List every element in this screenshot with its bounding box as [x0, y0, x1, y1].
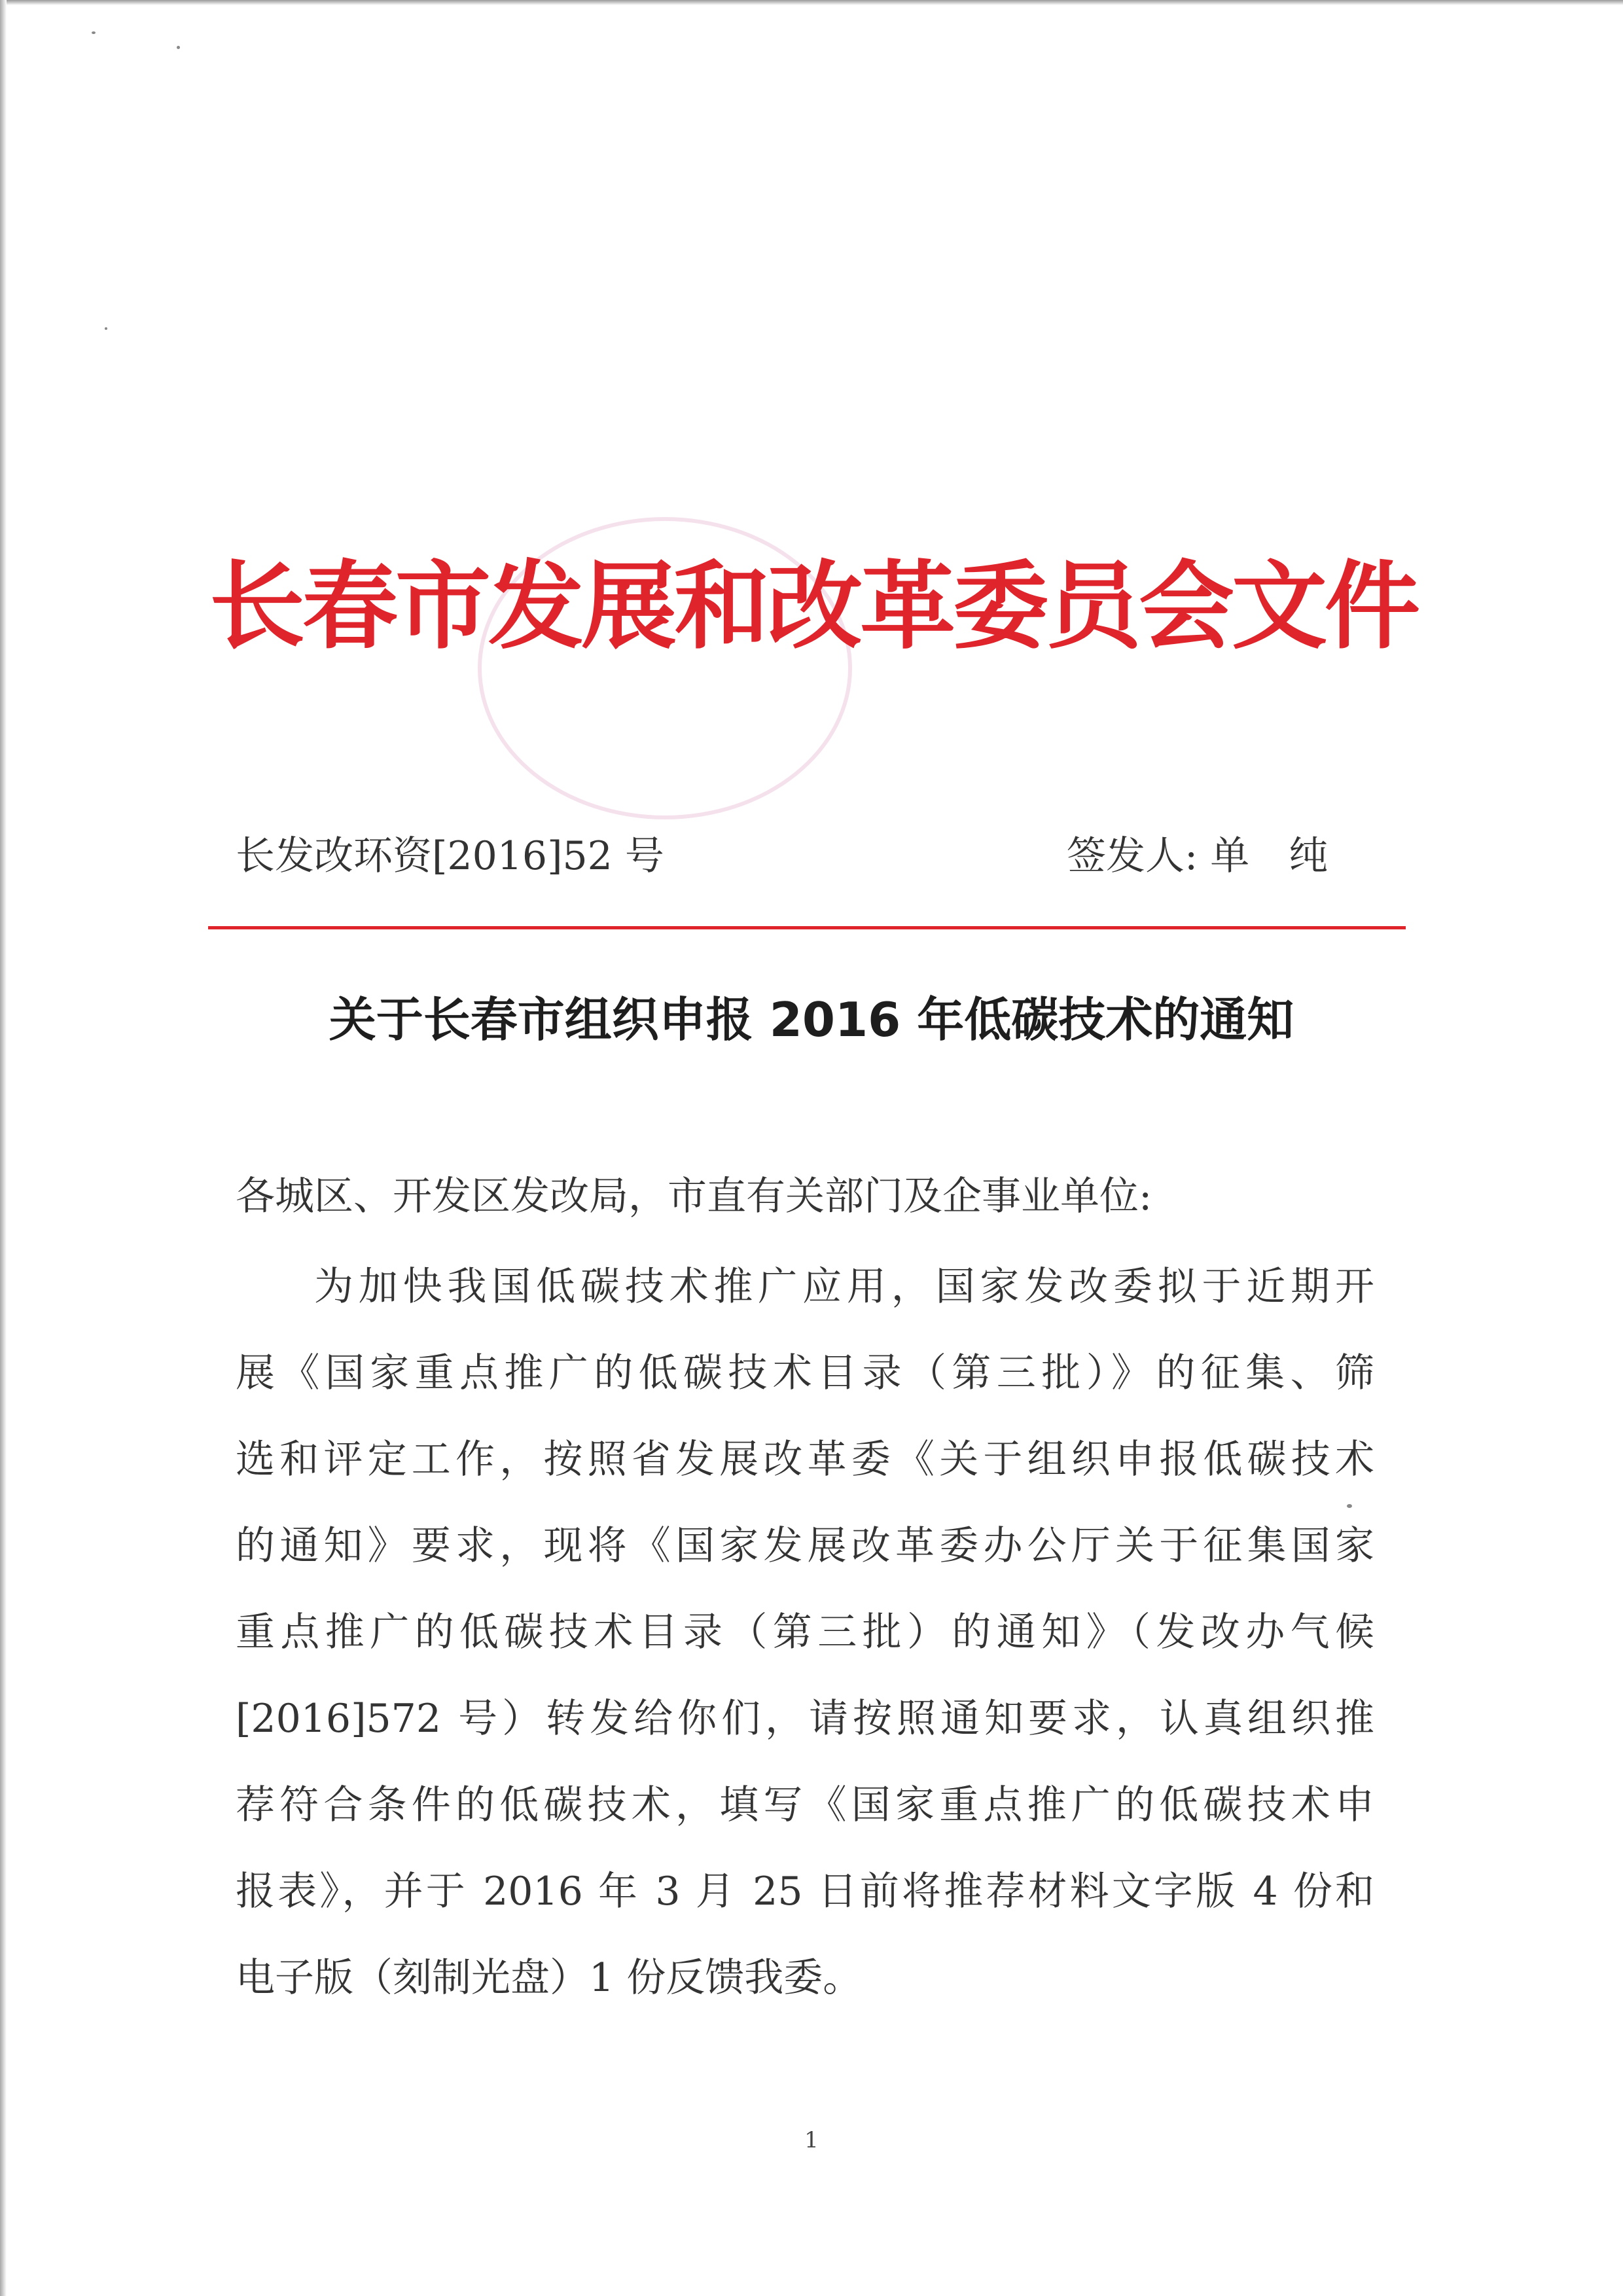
body-line: 荐符合条件的低碳技术，填写《国家重点推广的低碳技术申	[236, 1782, 1374, 1828]
signer-name: 单纯	[1210, 833, 1368, 879]
notice-title: 关于长春市组织申报 2016 年低碳技术的通知	[329, 992, 1294, 1047]
scan-speck	[177, 46, 180, 49]
body-line: 选和评定工作，按照省发展改革委《关于组织申报低碳技术	[236, 1437, 1374, 1482]
scan-top-edge	[0, 0, 1623, 5]
page-number: 1	[804, 2127, 819, 2153]
signer-label: 签发人:	[1067, 833, 1198, 879]
notice-body	[236, 1244, 1374, 2021]
signer-line	[1067, 825, 1367, 881]
scan-speck	[105, 327, 107, 330]
agency-header-title: 长春市发展和改革委员会文件	[209, 551, 1418, 662]
salutation: 各城区、开发区发改局，市直有关部门及企事业单位:	[236, 1174, 1152, 1219]
body-line: 重点推广的低碳技术目录（第三批）的通知》（发改办气候	[236, 1609, 1374, 1655]
red-separator-line	[208, 926, 1406, 929]
scan-left-edge	[0, 0, 7, 2296]
body-line: 为加快我国低碳技术推广应用，国家发改委拟于近期开	[314, 1264, 1374, 1310]
body-line: 报表》，并于 2016 年 3 月 25 日前将推荐材料文字版 4 份和	[236, 1869, 1374, 1914]
scan-speck	[1347, 1504, 1352, 1508]
body-line: [2016]572 号）转发给你们，请按照通知要求，认真组织推	[236, 1696, 1374, 1742]
body-line: 电子版（刻制光盘）1 份反馈我委。	[236, 1955, 863, 2001]
body-line: 的通知》要求，现将《国家发展改革委办公厅关于征集国家	[236, 1523, 1374, 1569]
document-number: 长发改环资[2016]52 号	[236, 833, 664, 879]
scan-speck	[92, 31, 96, 34]
body-line: 展《国家重点推广的低碳技术目录（第三批）》的征集、筛	[236, 1350, 1374, 1396]
